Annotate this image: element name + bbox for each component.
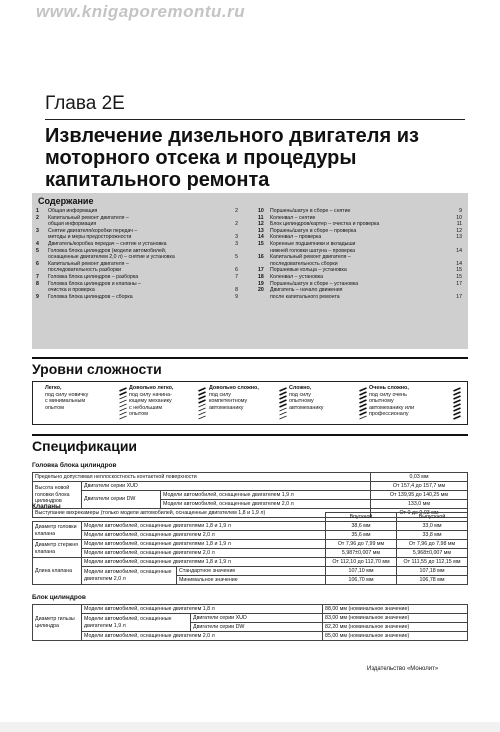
contents-item xyxy=(36,208,238,215)
difficulty-level xyxy=(209,385,259,411)
table-cell: 35,6 мм xyxy=(326,531,397,540)
table-cell: От 7,96 до 7,98 мм xyxy=(397,540,468,549)
contents-item-page: 8 xyxy=(235,287,238,294)
contents-item-page: 11 xyxy=(456,221,462,228)
page-title: Извлечение дизельного двигателя из моторного отсека и процедуры капитального ремонта xyxy=(45,125,419,191)
table-cell: Диаметр головки клапана xyxy=(33,522,82,540)
difficulty-level xyxy=(369,385,414,418)
table-cell: 133,0 мм xyxy=(371,500,468,509)
table-cell: Модели автомобилей, оснащенные двигателем 2,0 л xyxy=(82,567,177,585)
contents-item-page: 9 xyxy=(459,208,462,214)
table-cell: Диаметр гильзы цилиндра xyxy=(33,605,82,641)
contents-item-number: 4 xyxy=(36,240,39,247)
block-table xyxy=(32,604,468,641)
table-cell: От 112,10 до 112,70 мм xyxy=(326,558,397,567)
table-cell: 106,78 мм xyxy=(397,576,468,585)
table-cell: Модели автомобилей, оснащенные двигателем 2,0 л xyxy=(82,549,326,558)
table-cell: Модели автомобилей, оснащенные двигателем 1,8 л xyxy=(82,605,323,614)
contents-item-number: 12 xyxy=(258,221,264,228)
table-row xyxy=(33,567,468,576)
contents-item-title: Коренные подшипники и вкладыши xyxy=(270,240,356,247)
table-cell: 33,0 мм xyxy=(397,522,468,531)
contents-item-page xyxy=(452,254,462,261)
contents-item xyxy=(258,248,462,255)
table-cell: Выпускной xyxy=(397,513,468,522)
contents-item xyxy=(258,241,462,248)
contents-item-title: Поршень/шатун в сборе – установка xyxy=(270,280,359,287)
table-cell: 107,10 мм xyxy=(326,567,397,576)
contents-item xyxy=(36,287,238,294)
contents-item-title: оснащенные двигателем 2,0 л) – снятие и установка xyxy=(48,254,175,261)
contents-item-title: нижней головки шатуна – проверка xyxy=(270,247,355,254)
table-cell: 0,03 мм xyxy=(371,473,468,482)
contents-item-title: Головка блока цилиндров и клапаны – xyxy=(48,280,141,287)
contents-item-number xyxy=(258,248,270,255)
contents-item-number: 6 xyxy=(36,260,39,267)
specs-heading: Спецификации xyxy=(32,438,138,454)
table-cell: Модели автомобилей, оснащенные двигателями 1,8 и 1,9 л xyxy=(82,522,326,531)
contents-item-page: 2 xyxy=(235,221,238,228)
contents-item-number xyxy=(36,234,48,241)
table-cell: Диаметр стержня клапана xyxy=(33,540,82,558)
difficulty-level xyxy=(289,385,323,411)
table-row xyxy=(33,522,468,531)
table-row xyxy=(33,473,468,482)
difficulty-text: под силу новичку xyxy=(45,391,89,398)
table-cell: 88,00 мм (номинальное значение) xyxy=(323,605,468,614)
spring-icon xyxy=(119,386,127,420)
contents-item-page: 15 xyxy=(456,273,462,280)
table-cell: 5,968±0,007 мм xyxy=(397,549,468,558)
contents-item-title: Двигатель – начало движения xyxy=(270,287,343,294)
table-cell: Впускной xyxy=(326,513,397,522)
contents-heading: Содержание xyxy=(38,196,94,206)
contents-item-title: Поршень/шатун в сборе – снятие xyxy=(270,208,351,214)
table-cell: Предельно допустимая неплоскостность контактной поверхности xyxy=(33,473,371,482)
contents-item-title: последовательность сборки xyxy=(270,260,338,267)
contents-item-number xyxy=(36,221,48,228)
contents-item-number: 20 xyxy=(258,287,264,294)
contents-item-title: Снятие двигателя/коробки передач – xyxy=(48,227,138,234)
table-row xyxy=(33,558,468,567)
difficulty-text: ющему механику xyxy=(129,398,172,405)
difficulty-text: профессионалу xyxy=(369,411,409,418)
contents-item xyxy=(258,215,462,222)
difficulty-heading: Уровни сложности xyxy=(32,361,162,377)
table-cell: От 0 до 0,03 мм xyxy=(371,509,468,518)
contents-item-number xyxy=(36,267,48,274)
contents-item-number: 13 xyxy=(258,227,264,234)
contents-item xyxy=(258,281,462,288)
contents-item xyxy=(36,261,238,268)
table-row xyxy=(33,632,468,641)
table-row xyxy=(33,531,468,540)
contents-item-title: Поршневые кольца – установка xyxy=(270,267,347,274)
contents-item-page: 2 xyxy=(235,208,238,214)
table-cell: От 7,96 до 7,99 мм xyxy=(326,540,397,549)
contents-item-title: Коленвал – снятие xyxy=(270,214,316,221)
difficulty-text: под силу очень xyxy=(369,391,407,398)
table-cell: Модели автомобилей, оснащенные двигателями 1,8 и 1,9 л xyxy=(82,558,326,567)
contents-item-page xyxy=(228,215,238,222)
contents-item-number: 7 xyxy=(36,273,39,280)
table-cell: От 139,95 до 140,25 мм xyxy=(371,491,468,500)
contents-item-page xyxy=(228,228,238,235)
contents-item-title: после капитального ремонта xyxy=(270,293,340,300)
contents-item xyxy=(36,274,238,281)
contents-item-page xyxy=(452,241,462,248)
table-row xyxy=(33,614,468,623)
table-row xyxy=(33,491,468,500)
contents-item-page: 9 xyxy=(235,293,238,300)
table-cell: 107,18 мм xyxy=(397,567,468,576)
watermark: www.knigaporemontu.ru xyxy=(36,2,246,21)
contents-item-title: Головка блока цилиндров (модели автомобилей, xyxy=(48,247,167,254)
difficulty-text: автомеханику xyxy=(209,404,244,411)
contents-item-page xyxy=(228,281,238,288)
contents-item xyxy=(36,254,238,261)
contents-item-title: Капитальный ремонт двигателя – xyxy=(48,260,129,267)
contents-left-column xyxy=(36,208,238,300)
chapter-label: Глава 2E xyxy=(45,93,125,114)
table-cell: Модели автомобилей, оснащенные двигателями 1,8 и 1,9 л xyxy=(82,540,326,549)
contents-item-number: 11 xyxy=(258,214,264,221)
contents-item xyxy=(36,234,238,241)
cylinder-head-subheading: Головка блока цилиндров xyxy=(32,462,117,469)
contents-item xyxy=(36,241,238,248)
contents-item xyxy=(36,248,238,255)
table-cell: Стандартное значение xyxy=(177,567,326,576)
contents-right-column xyxy=(258,208,462,300)
contents-item-page: 17 xyxy=(456,280,462,287)
table-cell: Выступание вихрекамеры (только модели автомобилей, оснащенные двигателем 1,8 и 1,9 л) xyxy=(33,509,371,518)
contents-item-page xyxy=(452,287,462,294)
contents-item-title: методы и меры предосторожности xyxy=(48,234,132,241)
contents-item xyxy=(36,267,238,274)
contents-item-number: 8 xyxy=(36,280,39,287)
table-cell: 85,00 мм (номинальное значение) xyxy=(323,632,468,641)
difficulty-text: опытному xyxy=(369,398,394,405)
contents-item xyxy=(36,228,238,235)
difficulty-text: с небольшим xyxy=(129,404,163,411)
contents-item-page: 5 xyxy=(235,254,238,261)
difficulty-level xyxy=(45,385,88,411)
table-cell: Минимальное значение xyxy=(177,576,326,585)
contents-item-page: 10 xyxy=(456,214,462,221)
table-cell: Длина клапана xyxy=(33,558,82,585)
contents-item-number: 2 xyxy=(36,214,39,221)
difficulty-text: компетентному xyxy=(209,398,248,405)
table-cell: 83,00 мм (номинальное значение) xyxy=(323,614,468,623)
difficulty-text: автомеханику xyxy=(289,404,324,411)
contents-item-page: 15 xyxy=(456,267,462,274)
contents-item-number xyxy=(36,287,48,294)
contents-item-title: Головка блока цилиндров – сборка xyxy=(48,293,133,300)
table-cell: Модели автомобилей, оснащенные двигателем 2,0 л xyxy=(161,500,371,509)
difficulty-title: Довольно сложно, xyxy=(209,385,259,391)
table-row xyxy=(33,605,468,614)
difficulty-text: с минимальным xyxy=(45,398,86,405)
table-cell: От 111,55 до 112,15 мм xyxy=(397,558,468,567)
table-cell: Двигатели серии XUD xyxy=(82,482,371,491)
contents-item-page: 14 xyxy=(456,260,462,267)
contents-item xyxy=(36,294,238,301)
difficulty-text: автомеханику или xyxy=(369,404,415,411)
contents-item-page: 3 xyxy=(235,240,238,247)
contents-item xyxy=(258,267,462,274)
contents-item-page: 17 xyxy=(456,293,462,300)
spring-icon xyxy=(453,386,461,420)
contents-item-number: 17 xyxy=(258,267,264,274)
contents-item-title: Поршень/шатун в сборе – проверка xyxy=(270,227,357,234)
difficulty-text: под силу xyxy=(289,391,311,398)
contents-item-title: общая информация xyxy=(48,221,97,228)
publisher-label: Издательство «Монолит» xyxy=(367,666,439,672)
table-row xyxy=(33,549,468,558)
contents-item-title: последовательность разборки xyxy=(48,267,122,274)
difficulty-title: Довольно легко, xyxy=(129,385,174,391)
contents-item-title: Капитальный ремонт двигателя – xyxy=(48,214,129,221)
contents-item-number: 19 xyxy=(258,280,264,287)
contents-item xyxy=(258,274,462,281)
table-row xyxy=(33,540,468,549)
valves-table xyxy=(32,512,468,585)
contents-item-page: 14 xyxy=(456,247,462,254)
difficulty-rule xyxy=(32,357,468,359)
block-subheading: Блок цилиндров xyxy=(32,594,86,601)
table-cell: Модели автомобилей, оснащенные двигателем 1,9 л xyxy=(82,614,191,632)
table-cell: 106,70 мм xyxy=(326,576,397,585)
contents-item xyxy=(36,215,238,222)
contents-item-page: 13 xyxy=(456,234,462,241)
contents-item xyxy=(258,261,462,268)
contents-item xyxy=(36,281,238,288)
contents-item xyxy=(258,208,462,215)
difficulty-text: опытом xyxy=(129,411,148,418)
contents-item-title: Капитальный ремонт двигателя – xyxy=(270,254,351,261)
table-row xyxy=(33,482,468,491)
contents-item-page xyxy=(228,261,238,268)
contents-item-number: 18 xyxy=(258,273,264,280)
contents-item-number: 15 xyxy=(258,240,264,247)
page-bottom-strip xyxy=(0,722,500,732)
contents-item-title: Двигатель/коробка передач – снятие и установка xyxy=(48,240,167,247)
spring-icon xyxy=(279,386,287,420)
contents-item-number: 16 xyxy=(258,254,264,261)
table-cell: Двигатели серии DW xyxy=(82,491,161,509)
contents-item-number: 3 xyxy=(36,227,39,234)
contents-item-page: 3 xyxy=(235,234,238,241)
contents-item-number: 14 xyxy=(258,234,264,241)
difficulty-title: Сложно, xyxy=(289,385,312,391)
contents-item-title: Общая информация xyxy=(48,208,98,214)
contents-item-title: Коленвал – установка xyxy=(270,273,324,280)
contents-item-number xyxy=(36,254,48,261)
contents-item-number: 9 xyxy=(36,293,39,300)
difficulty-text: под силу xyxy=(209,391,231,398)
contents-item-number: 1 xyxy=(36,208,39,214)
contents-item-number: 10 xyxy=(258,208,264,214)
difficulty-title: Легко, xyxy=(45,385,62,391)
contents-item-page: 6 xyxy=(235,267,238,274)
table-cell: Модели автомобилей, оснащенные двигателем 2,0 л xyxy=(82,531,326,540)
contents-item-title: Головка блока цилиндров – разборка xyxy=(48,273,139,280)
contents-item-title: очистка и проверка xyxy=(48,287,95,294)
difficulty-title: Очень сложно, xyxy=(369,385,409,391)
contents-item xyxy=(258,234,462,241)
difficulty-text: опытом xyxy=(45,404,64,411)
contents-item xyxy=(258,287,462,294)
table-cell: Модели автомобилей, оснащенные двигателем 1,9 л xyxy=(161,491,371,500)
contents-item-number xyxy=(258,294,270,301)
table-cell: 82,20 мм (номинальное значение) xyxy=(323,623,468,632)
table-cell: Модели автомобилей, оснащенные двигателем 2,0 л xyxy=(82,632,323,641)
table-cell: Двигатели серии DW xyxy=(191,623,323,632)
table-cell xyxy=(33,513,326,522)
difficulty-text: опытному xyxy=(289,398,314,405)
table-cell: Высота новой головки блока цилиндров xyxy=(33,482,82,509)
contents-item-number: 5 xyxy=(36,247,39,254)
contents-item-page: 7 xyxy=(235,273,238,280)
spring-icon xyxy=(198,386,206,420)
table-cell: Двигатели серии XUD xyxy=(191,614,323,623)
table-row xyxy=(33,513,468,522)
contents-item-title: Блок цилиндров/картер – очистка и проверка xyxy=(270,221,380,228)
specs-rule xyxy=(32,434,468,436)
contents-item-title: Коленвал – проверка xyxy=(270,234,322,241)
valves-subheading: Клапаны xyxy=(32,503,61,510)
chapter-rule xyxy=(45,119,465,120)
contents-box xyxy=(32,193,468,349)
contents-item xyxy=(36,221,238,228)
contents-item xyxy=(258,294,462,301)
table-cell: 5,987±0,007 мм xyxy=(326,549,397,558)
spring-icon xyxy=(359,386,367,420)
table-cell: 38,6 мм xyxy=(326,522,397,531)
table-cell: От 157,4 до 157,7 мм xyxy=(371,482,468,491)
contents-item xyxy=(258,228,462,235)
contents-item-page: 12 xyxy=(456,227,462,234)
contents-item-page xyxy=(228,248,238,255)
difficulty-text: под силу начина- xyxy=(129,391,172,398)
table-cell: 33,8 мм xyxy=(397,531,468,540)
contents-item-number xyxy=(258,261,270,268)
difficulty-box xyxy=(32,381,468,425)
contents-item xyxy=(258,254,462,261)
difficulty-level xyxy=(129,385,173,418)
contents-item xyxy=(258,221,462,228)
